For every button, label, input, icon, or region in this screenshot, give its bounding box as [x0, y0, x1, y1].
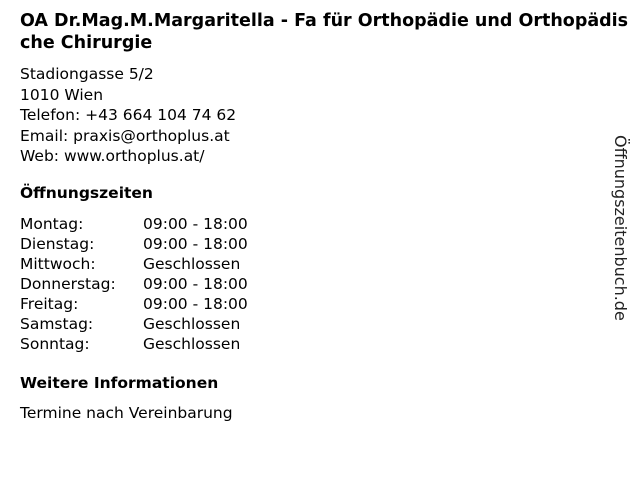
info-text: Termine nach Vereinbarung: [20, 404, 233, 422]
day-label: Freitag:: [20, 295, 79, 313]
page-title: OA Dr.Mag.M.Margaritella - Fa für Orthopädie und Orthopädische Chirurgie: [20, 11, 629, 53]
time-value: Geschlossen: [143, 335, 241, 353]
city: 1010 Wien: [20, 85, 104, 104]
day-label: Dienstag:: [20, 235, 95, 253]
day-label: Montag:: [20, 215, 84, 233]
hours-heading: Öffnungszeiten: [20, 184, 153, 202]
time-value: 09:00 - 18:00: [143, 215, 248, 233]
time-value: Geschlossen: [143, 255, 241, 273]
street: Stadiongasse 5/2: [20, 65, 154, 83]
hours-row-friday: [20, 294, 248, 314]
address-block: [20, 64, 236, 167]
phone[interactable]: Telefon: +43 664 104 74 62: [20, 106, 237, 124]
hours-row-saturday: [20, 314, 248, 334]
day-label: Samstag:: [20, 315, 94, 333]
hours-row-tuesday: [20, 234, 248, 254]
time-value: 09:00 - 18:00: [143, 295, 248, 313]
email[interactable]: Email: praxis@orthoplus.at: [20, 126, 230, 145]
time-value: 09:00 - 18:00: [143, 235, 248, 253]
day-label: Mittwoch:: [20, 255, 96, 273]
opening-hours-table: [20, 214, 248, 354]
hours-row-sunday: [20, 334, 248, 354]
hours-row-wednesday: [20, 254, 248, 274]
day-label: Sonntag:: [20, 335, 90, 353]
hours-row-monday: [20, 214, 248, 234]
website[interactable]: Web: www.orthoplus.at/: [20, 147, 205, 165]
time-value: 09:00 - 18:00: [143, 275, 248, 293]
hours-row-thursday: [20, 274, 248, 294]
info-heading: Weitere Informationen: [20, 374, 219, 392]
day-label: Donnerstag:: [20, 275, 116, 293]
site-watermark: Öffnungszeitenbuch.de: [611, 135, 630, 321]
time-value: Geschlossen: [143, 315, 241, 333]
